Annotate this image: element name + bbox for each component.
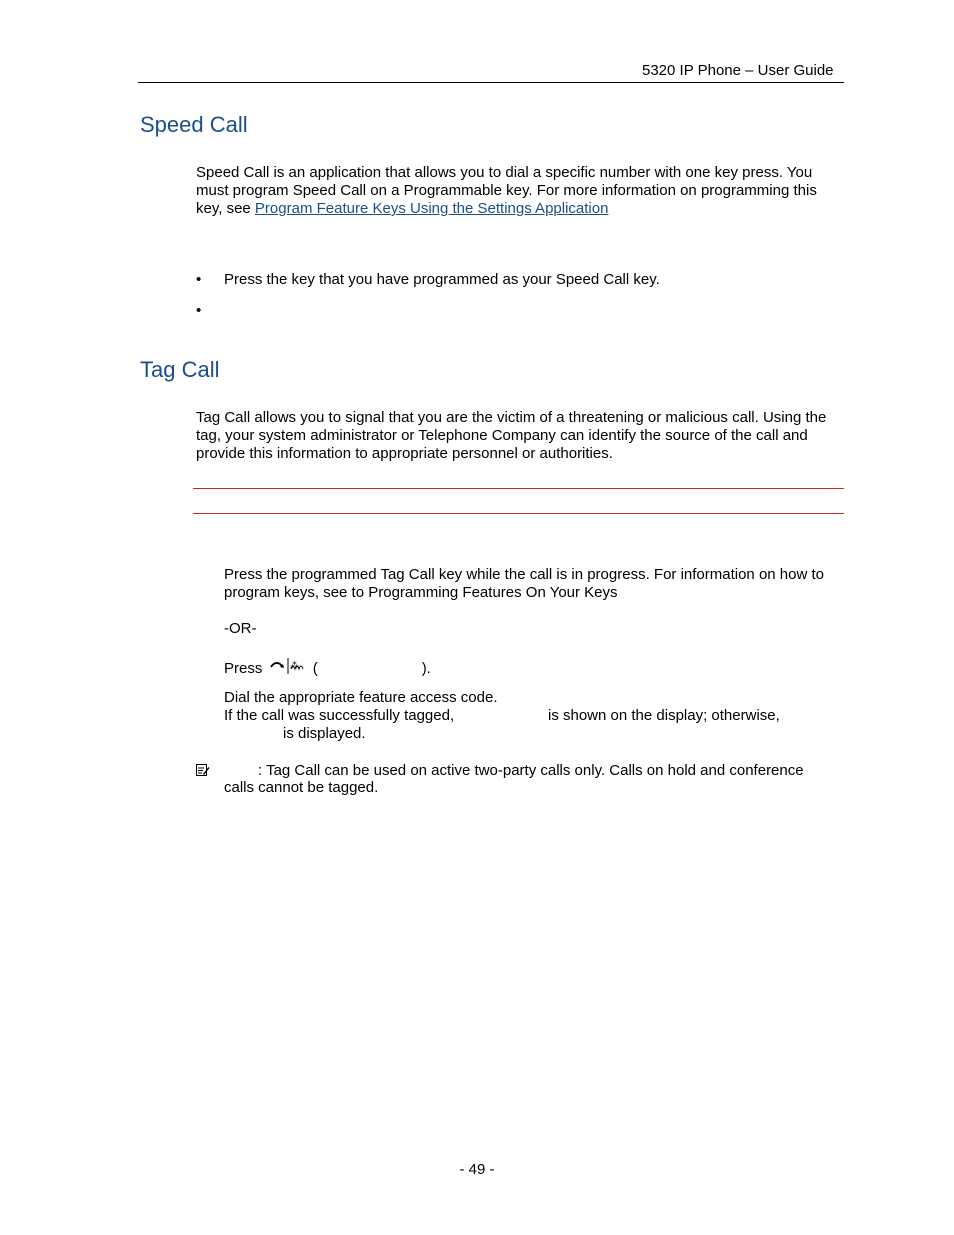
tag-call-press-line (224, 657, 624, 680)
result-line-part-3: is displayed. (283, 725, 366, 742)
speed-call-intro (196, 164, 844, 218)
tag-call-step-1: Press the programmed Tag Call key while the call is in progress. For information on how to program keys, see to Programming Features On Your Keys (224, 566, 824, 601)
tag-call-intro: Tag Call allows you to signal that you are the victim of a threatening or malicious call. Using the tag, your system administrator or Telephone Company can identify the source of the call and provide this information to appropriate personnel or authorities. (196, 409, 827, 462)
note-text-line-2: calls cannot be tagged. (224, 779, 379, 796)
tag-call-heading: Tag Call (140, 357, 220, 382)
settings-app-link[interactable]: Program Feature Keys Using the Settings Application (254, 200, 609, 217)
note-text-line-1: : Tag Call can be used on active two-party calls only. Calls on hold and conference (258, 762, 804, 779)
running-header: 5320 IP Phone – User Guide (642, 62, 834, 79)
red-divider-top (193, 488, 844, 489)
svg-text:⁂: ⁂ (289, 661, 299, 671)
paren-close: ). (421, 660, 431, 677)
speed-call-heading: Speed Call (140, 112, 248, 137)
speed-call-intro-text: Speed Call is an application that allows you to dial a specific number with one key press. You must program Speed Call on a Programmable key. For more information on programming this key, see (196, 164, 817, 217)
or-separator: -OR- (224, 620, 257, 637)
page-number: - 49 - (459, 1161, 495, 1178)
red-divider-bottom (193, 513, 844, 514)
note-icon (196, 763, 210, 777)
feature-key-icon (269, 657, 307, 680)
bullet-marker: • (196, 271, 202, 288)
paren-open: ( (312, 660, 318, 677)
header-rule (138, 82, 844, 83)
speed-call-bullet-1: Press the key that you have programmed as your Speed Call key. (224, 271, 660, 288)
press-label: Press (224, 660, 263, 677)
result-line-part-1: If the call was successfully tagged, (224, 707, 455, 724)
result-line-part-2: is shown on the display; otherwise, (548, 707, 780, 724)
bullet-marker: • (196, 302, 202, 319)
dial-access-code-line: Dial the appropriate feature access code. (224, 689, 498, 706)
